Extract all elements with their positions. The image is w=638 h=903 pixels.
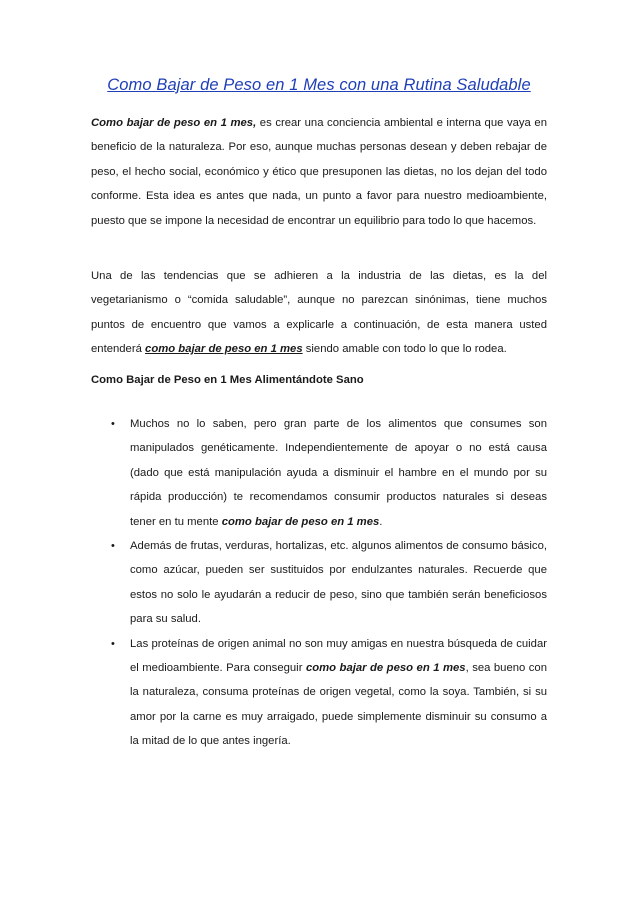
bullet-icon: •	[111, 637, 115, 650]
paragraph-intro	[91, 111, 547, 233]
keyword-phrase: como bajar de peso en 1 mes	[145, 343, 303, 356]
paragraph-vegetarianism	[91, 264, 547, 362]
bullet-list	[91, 412, 547, 754]
document-title: Como Bajar de Peso en 1 Mes con una Rutina Saludable	[107, 76, 531, 94]
list-item	[91, 412, 547, 534]
paragraph-intro-text: es crear una conciencia ambiental e interna que vaya en beneficio de la naturaleza. Por eso, aunque muchas personas desean y deben rebajar de peso, el hecho social, económico y ético que presuponen las dietas, no los dejan del todo conforme. Esta idea es antes que nada, un punto a favor para nuestro medioambiente, puesto que se impone la necesidad de encontrar un equilibrio para todo lo que hacemos.	[91, 117, 547, 227]
section-heading: Como Bajar de Peso en 1 Mes Alimentándote Sano	[91, 374, 364, 386]
list-item	[91, 534, 547, 632]
paragraph-vegetarianism-tail: siendo amable con todo lo que lo rodea.	[302, 343, 507, 356]
bullet-text-tail: .	[379, 515, 383, 528]
paragraph-vegetarianism-text: Una de las tendencias que se adhieren a la industria de las dietas, es la del vegetarianismo o “comida saludable”, aunque no parezcan sinónimas, tiene muchos puntos de encuentro que vamos a explicarle a continuación, de esta manera usted entenderá	[91, 270, 547, 356]
bullet-text: Las proteínas de origen animal no son muy amigas en nuestra búsqueda de cuidar el medioambiente. Para conseguir	[130, 637, 547, 675]
keyword-phrase: como bajar de peso en 1 mes	[221, 515, 380, 528]
keyword-lead: Como bajar de peso en 1 mes,	[91, 117, 257, 129]
bullet-icon: •	[111, 540, 115, 553]
bullet-text: Además de frutas, verduras, hortalizas, etc. algunos alimentos de consumo básico, como azúcar, pueden ser sustituidos por endulzantes naturales. Recuerde que estos no solo le ayudarán a reducir de peso, sino que también serán beneficiosos para su salud.	[130, 540, 547, 626]
keyword-phrase: como bajar de peso en 1 mes	[305, 662, 466, 675]
bullet-text: Muchos no lo saben, pero gran parte de los alimentos que consumes son manipulados genéticamente. Independientemente de apoyar o no está causa (dado que está manipulación ayuda a disminuir el hambre en el mundo por su rápida producción) te recomendamos consumir productos naturales si deseas tener en tu mente	[130, 418, 547, 528]
bullet-text-tail: , sea bueno con la naturaleza, consuma proteínas de origen vegetal, como la soya. También, si su amor por la carne es muy arraigado, puede simplemente disminuir su consumo a la mitad de lo que antes ingería.	[130, 662, 547, 748]
list-item	[91, 632, 547, 754]
bullet-icon: •	[111, 418, 115, 430]
